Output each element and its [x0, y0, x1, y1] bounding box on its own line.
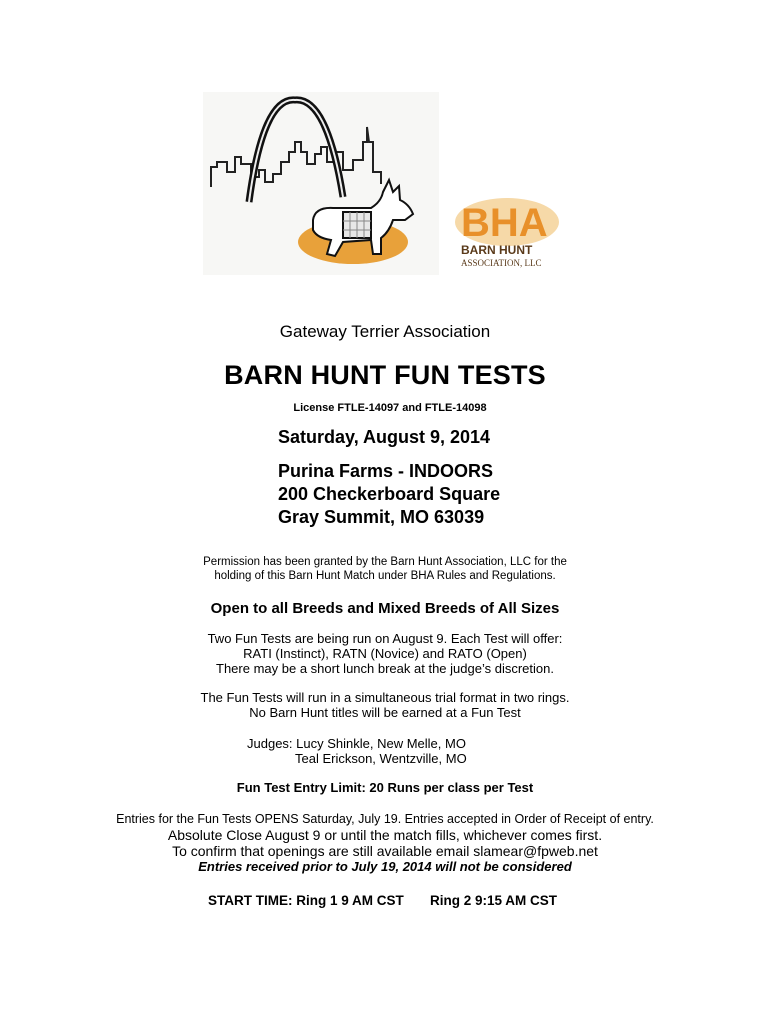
- bha-line2: ASSOCIATION, LLC: [461, 258, 542, 268]
- tests-line-3: There may be a short lunch break at the judge’s discretion.: [216, 661, 554, 676]
- judges-line-1: Judges: Lucy Shinkle, New Melle, MO: [247, 736, 466, 751]
- tests-line-2: RATI (Instinct), RATN (Novice) and RATO (Open): [243, 646, 527, 661]
- barn-hunt-association-icon: [449, 192, 567, 274]
- venue-line-2: 200 Checkerboard Square: [278, 484, 501, 504]
- entries-line-4: Entries received prior to July 19, 2014 will not be considered: [198, 859, 572, 874]
- association-name: Gateway Terrier Association: [279, 322, 491, 341]
- permission-line-2: holding of this Barn Hunt Match under BHA Rules and Regulations.: [214, 570, 556, 582]
- venue-line-1: Purina Farms - INDOORS: [278, 461, 494, 481]
- start-time-ring-2: Ring 2 9:15 AM CST: [430, 893, 558, 908]
- bha-logo: [449, 192, 567, 274]
- license-text: License FTLE-14097 and FTLE-14098: [293, 402, 487, 414]
- gateway-terrier-logo: [203, 92, 439, 275]
- entries-line-1: Entries for the Fun Tests OPENS Saturday, July 19. Entries accepted in Order of Receipt of entry.: [116, 812, 654, 826]
- open-to-heading: Open to all Breeds and Mixed Breeds of All Sizes: [210, 600, 560, 617]
- page-title: BARN HUNT FUN TESTS: [224, 360, 546, 390]
- entries-line-3: To confirm that openings are still available email slamear@fpweb.net: [172, 843, 598, 859]
- judges-line-2: Teal Erickson, Wentzville, MO: [295, 751, 467, 766]
- bha-abbr: BHA: [461, 201, 548, 245]
- start-time-ring-1: START TIME: Ring 1 9 AM CST: [208, 893, 404, 908]
- st-louis-arch-skyline-terrier-icon: [203, 92, 439, 275]
- event-date: Saturday, August 9, 2014: [278, 427, 491, 447]
- permission-line-1: Permission has been granted by the Barn Hunt Association, LLC for the: [203, 556, 567, 568]
- tests-line-1: Two Fun Tests are being run on August 9. Each Test will offer:: [207, 631, 563, 646]
- entries-line-2: Absolute Close August 9 or until the match fills, whichever comes first.: [167, 827, 603, 843]
- venue-line-3: Gray Summit, MO 63039: [278, 507, 485, 527]
- bha-line1: BARN HUNT: [461, 243, 533, 257]
- format-line-1: The Fun Tests will run in a simultaneous trial format in two rings.: [200, 690, 570, 705]
- entry-limit: Fun Test Entry Limit: 20 Runs per class per Test: [236, 780, 534, 795]
- format-line-2: No Barn Hunt titles will be earned at a Fun Test: [249, 705, 521, 720]
